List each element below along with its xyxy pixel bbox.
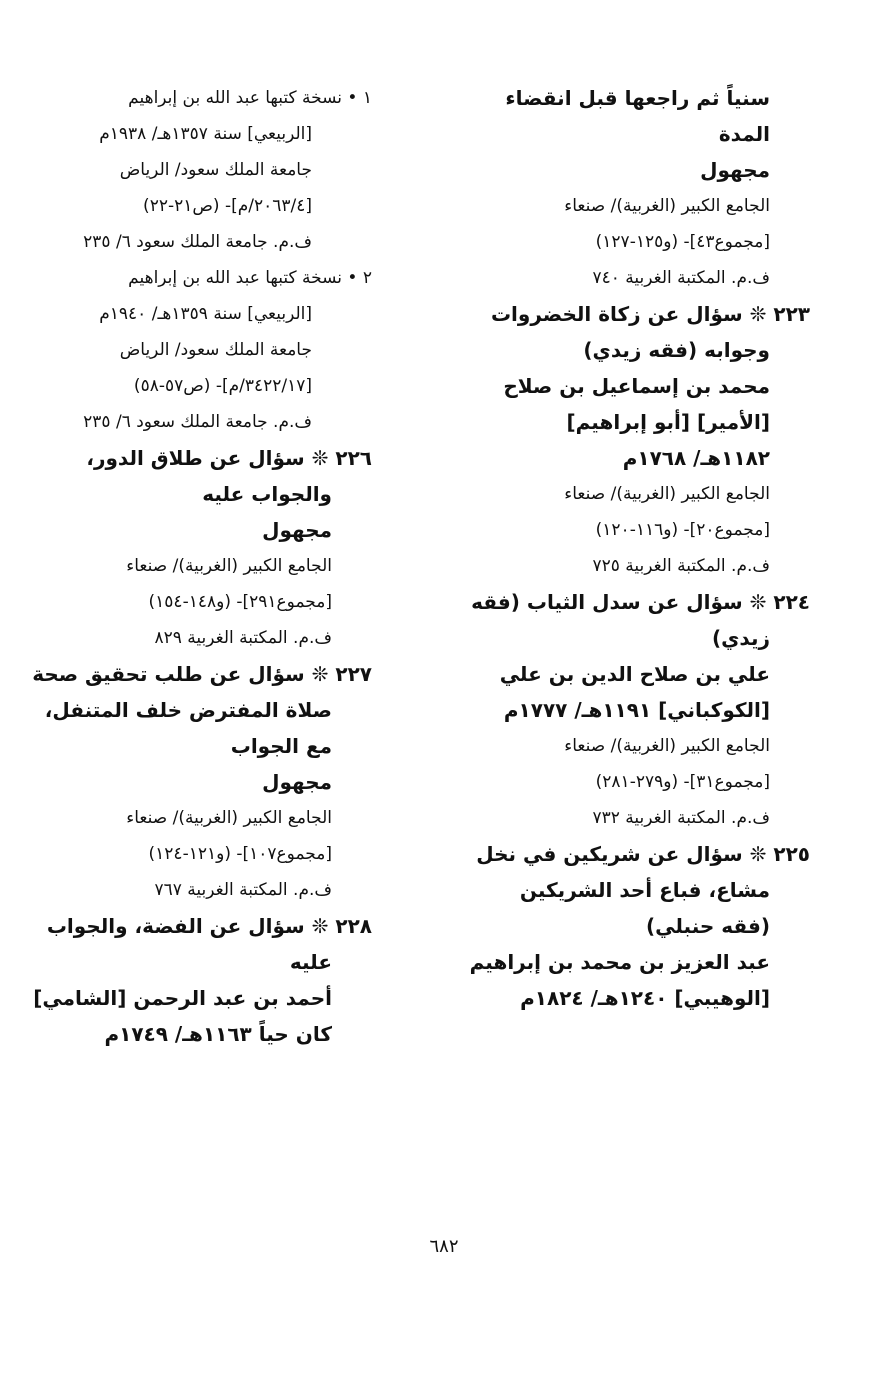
text-line: ف.م. المكتبة الغربية ٧٢٥ [592,556,770,576]
text-line: [مجموع١٠٧]- (و١٢١-١٢٤) [148,844,332,864]
text-line: ٢٢٦ ❊ سؤال عن طلاق الدور، [86,446,372,470]
text-line: جامعة الملك سعود/ الرياض [119,160,312,180]
text-line: كان حياً ١١٦٣هـ/ ١٧٤٩م [104,1022,332,1046]
right-column [418,80,810,1016]
text-line: مشاع، فباع أحد الشريكين [519,878,770,902]
text-line: [مجموع٢٩١]- (و١٤٨-١٥٤) [148,592,332,612]
text-line: ٢٢٧ ❊ سؤال عن طلب تحقيق صحة [32,662,372,686]
text-line: ف.م. المكتبة الغربية ٧٣٢ [592,808,770,828]
text-line: الجامع الكبير (الغربية)/ صنعاء [564,484,770,504]
text-line: الجامع الكبير (الغربية)/ صنعاء [564,196,770,216]
text-line: [٢٠٦٣/٤/م]- (ص٢١-٢٢) [143,196,312,216]
page-number: ٦٨٢ [429,1236,459,1257]
text-line: جامعة الملك سعود/ الرياض [119,340,312,360]
text-line: ٢٢٤ ❊ سؤال عن سدل الثياب (فقه [471,590,810,614]
text-line: مع الجواب [230,734,332,758]
left-column [20,80,372,1052]
text-line: ف.م. جامعة الملك سعود ٦/ ٢٣٥ [83,232,312,252]
text-line: سنياً ثم راجعها قبل انقضاء [505,86,770,110]
text-line: محمد بن إسماعيل بن صلاح [503,374,770,398]
text-line: [٣٤٢٢/١٧/م]- (ص٥٧-٥٨) [133,376,312,396]
text-line: [الربيعي] سنة ١٣٥٧هـ/ ١٩٣٨م [99,124,312,144]
text-line: [مجموع٤٣]- (و١٢٥-١٢٧) [595,232,770,252]
text-line: مجهول [262,770,332,794]
text-line: المدة [718,122,770,146]
text-line: عليه [289,950,332,974]
text-line: مجهول [262,518,332,542]
text-line: الجامع الكبير (الغربية)/ صنعاء [126,556,332,576]
text-line: [مجموع٣١]- (و٢٧٩-٢٨١) [595,772,770,792]
text-line: ف.م. المكتبة الغربية ٨٢٩ [154,628,332,648]
text-line: [الأمير] [أبو إبراهيم] [566,410,770,434]
text-line: أحمد بن عبد الرحمن [الشامي] [33,986,332,1010]
text-line: [مجموع٢٠]- (و١١٦-١٢٠) [595,520,770,540]
text-line: والجواب عليه [202,482,332,506]
text-line: ف.م. المكتبة الغربية ٧٦٧ [154,880,332,900]
text-line: وجوابه (فقه زيدي) [583,338,770,362]
text-line: ف.م. جامعة الملك سعود ٦/ ٢٣٥ [83,412,312,432]
text-line: (فقه حنبلي) [645,914,770,938]
text-line: [الربيعي] سنة ١٣٥٩هـ/ ١٩٤٠م [99,304,312,324]
text-line: [الوهيبي] ١٢٤٠هـ/ ١٨٢٤م [520,986,770,1010]
text-line: الجامع الكبير (الغربية)/ صنعاء [564,736,770,756]
text-line: زيدي) [711,626,770,650]
text-line: ف.م. المكتبة الغربية ٧٤٠ [592,268,770,288]
text-line: ٢٢٣ ❊ سؤال عن زكاة الخضروات [490,302,810,326]
text-line: ٢٢٥ ❊ سؤال عن شريكين في نخل [476,842,810,866]
text-line: مجهول [700,158,770,182]
text-line: ٢ • نسخة كتبها عبد الله بن إبراهيم [128,268,372,288]
text-line: [الكوكباني] ١١٩١هـ/ ١٧٧٧م [503,698,770,722]
text-line: ٢٢٨ ❊ سؤال عن الفضة، والجواب [46,914,372,938]
text-line: صلاة المفترض خلف المتنفل، [44,698,332,722]
text-line: ١١٨٢هـ/ ١٧٦٨م [622,446,770,470]
text-line: الجامع الكبير (الغربية)/ صنعاء [126,808,332,828]
text-line: عبد العزيز بن محمد بن إبراهيم [469,950,770,974]
text-line: ١ • نسخة كتبها عبد الله بن إبراهيم [128,88,372,108]
text-line: علي بن صلاح الدين بن علي [499,662,770,686]
